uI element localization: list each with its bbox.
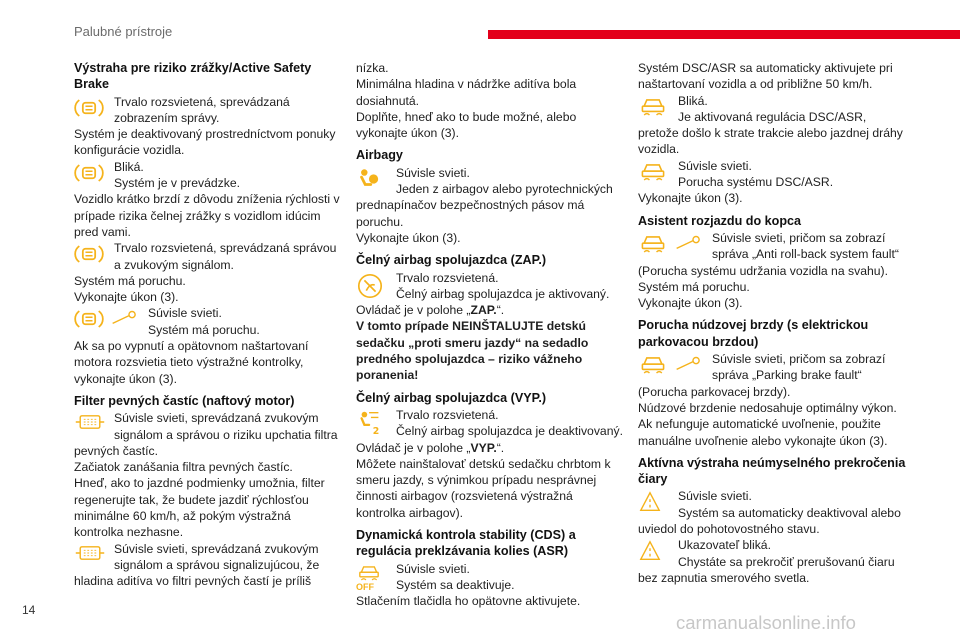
indicator-row	[74, 159, 342, 192]
indicator-row	[638, 537, 906, 570]
indicator-text: Súvisle svieti, pričom sa zobrazí správa „Anti roll-back system fault“	[712, 230, 899, 262]
paragraph: nízka. Minimálna hladina v nádržke aditíva bola dosiahnutá. Doplňte, hneď ako to bude možné, alebo vykonajte úkon (3).	[356, 61, 577, 141]
skid-icon	[638, 232, 668, 256]
paragraph: Ak sa po vypnutí a opätovnom naštartovaní motora rozsvietia tieto výstražné kontrolky, vykonajte úkon (3).	[74, 339, 309, 386]
indicator-row	[638, 351, 906, 384]
section-title-collision: Výstraha pre riziko zrážky/Active Safety Brake	[74, 61, 312, 92]
indicator-row	[356, 165, 624, 198]
paragraph: Systém DSC/ASR sa automaticky aktivujete pri naštartovaní vozidla a od približne 50 km/h.	[638, 61, 893, 92]
paragraph: hladina aditíva vo filtri pevných častí je príliš	[74, 574, 312, 589]
indicator-row	[356, 407, 624, 440]
indicator-row	[74, 94, 342, 127]
particle-filter-icon	[74, 543, 106, 563]
indicator-text: Trvalo rozsvietená. Čelný airbag spolujazdca je aktivovaný.	[396, 270, 610, 301]
indicator-text: Ukazovateľ bliká. Chystáte sa prekročiť prerušovanú čiaru	[678, 538, 895, 569]
section-title-airbag-off: Čelný airbag spolujazdca (VYP.)	[356, 390, 547, 405]
paragraph: Môžete nainštalovať detskú sedačku chrbtom k smeru jazdy, s výnimkou prípadu nesprávnej činnosti airbagov (rozsvietená výstražná kontrolka airbagov).	[356, 456, 611, 520]
wrench-icon	[674, 235, 704, 253]
collision-warning-icon	[74, 242, 104, 266]
running-header: Palubné prístroje	[74, 24, 173, 39]
column-1	[74, 60, 342, 590]
paragraph: Vozidlo krátko brzdí z dôvodu zníženia rýchlosti v prípade rizika čelnej zrážky s vozidlom idúcim pred vami.	[74, 192, 340, 239]
switch-position: ZAP.	[470, 303, 497, 318]
collision-warning-icon	[74, 96, 104, 120]
indicator-text: Súvisle svieti. Jeden z airbagov alebo pyrotechnických	[396, 165, 613, 197]
indicator-row	[638, 488, 906, 521]
text: “.	[496, 440, 505, 455]
indicator-text: Súvisle svieti, sprevádzaná zvukovým signálom a správou o riziku upchatia filtra	[114, 411, 338, 442]
skid-icon	[638, 95, 668, 119]
header-accent-bar	[488, 30, 960, 39]
indicator-text: Súvisle svieti. Systém sa automaticky deaktivoval alebo	[678, 489, 901, 520]
column-3	[638, 60, 906, 586]
section-title-hill-start: Asistent rozjazdu do kopca	[638, 213, 802, 228]
collision-warning-icon	[74, 161, 104, 185]
page-number: 14	[22, 603, 36, 617]
indicator-text: Súvisle svieti. Porucha systému DSC/ASR.	[678, 158, 834, 190]
indicator-row	[74, 541, 342, 574]
passenger-airbag-off-icon	[356, 409, 384, 437]
section-title-airbags: Airbagy	[356, 148, 403, 163]
skid-icon	[638, 160, 668, 184]
text: “.	[496, 303, 505, 318]
paragraph: pevných častíc. Začiatok zanášania filtra pevných častíc. Hneď, ako to jazdné podmienky umožnia, filter regenerujte tak, že budete jazdiť rýchlosťou minimálne 60 km/h, až pokým výstražná kontrolka nezhasne.	[74, 443, 325, 540]
section-title-dsc-asr: Dynamická kontrola stability (CDS) a regulácia preklzávania kolies (ASR)	[356, 528, 576, 559]
paragraph: Systém je deaktivovaný prostredníctvom ponuky konfigurácie vozidla.	[74, 127, 336, 158]
column-2	[356, 60, 624, 610]
section-title-lane-departure: Aktívna výstraha neúmyselného prekročenia čiary	[638, 455, 906, 487]
paragraph: Systém má poruchu. Vykonajte úkon (3).	[74, 273, 186, 305]
passenger-airbag-on-icon	[356, 272, 384, 300]
indicator-row	[74, 240, 342, 273]
wrench-icon	[674, 356, 704, 374]
section-title-airbag-on: Čelný airbag spolujazdca (ZAP.)	[356, 253, 547, 268]
indicator-text: Trvalo rozsvietená, sprevádzaná zobrazením správy.	[114, 94, 290, 125]
airbag-icon	[356, 167, 380, 191]
indicator-text: Súvisle svieti, pričom sa zobrazí správa „Parking brake fault“	[712, 352, 886, 383]
switch-position: VYP.	[470, 440, 497, 455]
indicator-text: Bliká. Systém je v prevádzke.	[114, 159, 240, 191]
indicator-row	[74, 410, 342, 443]
watermark: carmanualsonline.info	[676, 612, 856, 633]
indicator-row	[638, 230, 906, 263]
paragraph: uviedol do pohotovostného stavu.	[638, 522, 820, 537]
off-label: OFF	[356, 581, 374, 592]
indicator-row	[638, 158, 906, 191]
indicator-text: Trvalo rozsvietená. Čelný airbag spolujazdca je deaktivovaný.	[396, 407, 623, 439]
lane-departure-icon	[638, 490, 662, 514]
collision-warning-icon	[74, 307, 104, 331]
paragraph: bez zapnutia smerového svetla.	[638, 570, 810, 585]
paragraph: pretože došlo k strate trakcie alebo jazdnej dráhy vozidla.	[638, 126, 903, 157]
paragraph: (Porucha systému udržania vozidla na svahu). Systém má poruchu. Vykonajte úkon (3).	[638, 263, 888, 311]
paragraph: prednapínačov bezpečnostných pásov má poruchu. Vykonajte úkon (3).	[356, 198, 585, 245]
indicator-text: Bliká. Je aktivovaná regulácia DSC/ASR,	[678, 93, 867, 124]
text: Ovládač je v polohe „	[356, 303, 471, 318]
indicator-text: Trvalo rozsvietená, sprevádzaná správou a zvukovým signálom.	[114, 241, 337, 272]
text: Ovládač je v polohe „	[356, 440, 471, 455]
indicator-text: Súvisle svieti. Systém sa deaktivuje.	[396, 561, 515, 592]
particle-filter-icon	[74, 412, 106, 432]
lane-departure-icon	[638, 539, 662, 563]
warning-paragraph: V tomto prípade NEINŠTALUJTE detskú sedačku „proti smeru jazdy“ na sedadlo predného spolujazdca – riziko vážneho poranenia!	[356, 319, 589, 383]
skid-icon	[638, 353, 668, 377]
section-title-emergency-brake: Porucha núdzovej brzdy (s elektrickou parkovacou brzdou)	[638, 318, 869, 349]
indicator-text: Súvisle svieti, sprevádzaná zvukovým signálom a správou signalizujúcou, že	[114, 541, 320, 572]
indicator-row	[74, 305, 342, 338]
paragraph	[356, 440, 624, 456]
paragraph: Vykonajte úkon (3).	[638, 191, 743, 206]
indicator-row	[356, 270, 624, 303]
indicator-row	[356, 561, 624, 594]
wrench-icon	[110, 310, 140, 328]
skid-off-icon	[356, 563, 382, 583]
paragraph: (Porucha parkovacej brzdy). Núdzové brzdenie nedosahuje optimálny výkon. Ak nefunguje automatické uvoľnenie, použite manuálne uvoľnenie alebo vykonajte úkon (3).	[638, 384, 897, 448]
paragraph: Stlačením tlačidla ho opätovne aktivujete.	[356, 594, 581, 609]
section-title-dpf: Filter pevných častíc (naftový motor)	[74, 393, 295, 408]
indicator-row	[638, 93, 906, 126]
indicator-text: Súvisle svieti. Systém má poruchu.	[148, 306, 260, 337]
paragraph	[356, 302, 624, 318]
